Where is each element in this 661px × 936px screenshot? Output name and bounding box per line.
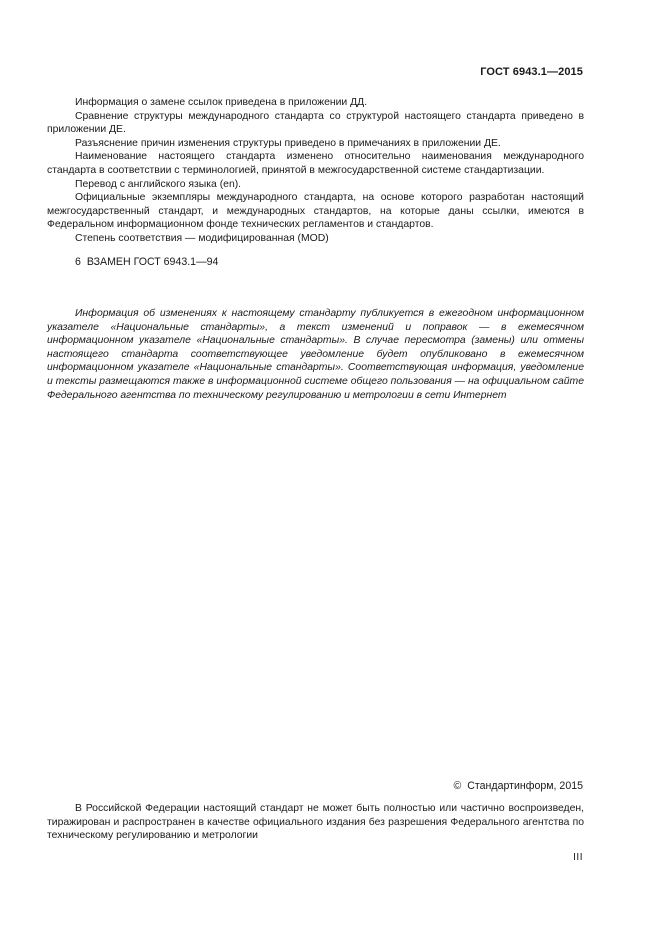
copyright-symbol: © <box>453 780 462 792</box>
paragraph-conformity-degree: Степень соответствия — модифицированная (MOD) <box>75 232 329 244</box>
section-replaces <box>75 256 218 270</box>
section-text: ВЗАМЕН ГОСТ 6943.1—94 <box>86 256 219 268</box>
reproduction-restriction-note: В Российской Федерации настоящий стандарт не может быть полностью или частично воспроизведен, тиражирован и распространен в качестве официального издания без разрешения Федерального агентства по техническому регулированию и метрологии <box>47 803 584 842</box>
foreword-body <box>47 96 584 246</box>
amendments-notice: Информация об изменениях к настоящему стандарту публикуется в ежегодном информационном указателе «Национальные стандарты», а текст изменений и поправок — в ежемесячном информационном указателе «Национальные стандарты». В случае пересмотра (замены) или отмены настоящего стандарта соответствующее уведомление будет опубликовано в ежемесячном информационном указателе «Национальные стандарты». Соответствующая информация, уведомление и тексты размещаются также в информационной системе общего пользования — на официальном сайте Федерального агентства по техническому регулированию и метрологии в сети Интернет <box>47 308 584 401</box>
paragraph-structure-change-reasons: Разъяснение причин изменения структуры приведено в примечаниях в приложении ДЕ. <box>75 137 501 149</box>
copyright-line <box>453 780 583 794</box>
paragraph-title-change: Наименование настоящего стандарта изменено относительно наименования международного стандарта в соответствии с терминологией, принятой в межгосударственной системе стандартизации. <box>47 151 584 176</box>
paragraph-structure-comparison: Сравнение структуры международного стандарта со структурой настоящего стандарта приведено в приложении ДЕ. <box>47 110 584 136</box>
paragraph-translation: Перевод с английского языка (en). <box>75 178 242 190</box>
copyright-text: Стандартинформ, 2015 <box>467 780 583 792</box>
section-number: 6 <box>75 256 81 268</box>
standard-code-header: ГОСТ 6943.1—2015 <box>480 66 583 78</box>
paragraph-official-copies: Официальные экземпляры международного стандарта, на основе которого разработан настоящий межгосударственный стандарт, и международных стандартов, на которые даны ссылки, имеются в Федеральном информационном фонде технических регламентов и стандартов. <box>47 192 584 231</box>
page-number: III <box>573 852 583 863</box>
paragraph-references-replacement: Информация о замене ссылок приведена в приложении ДД. <box>75 97 368 108</box>
